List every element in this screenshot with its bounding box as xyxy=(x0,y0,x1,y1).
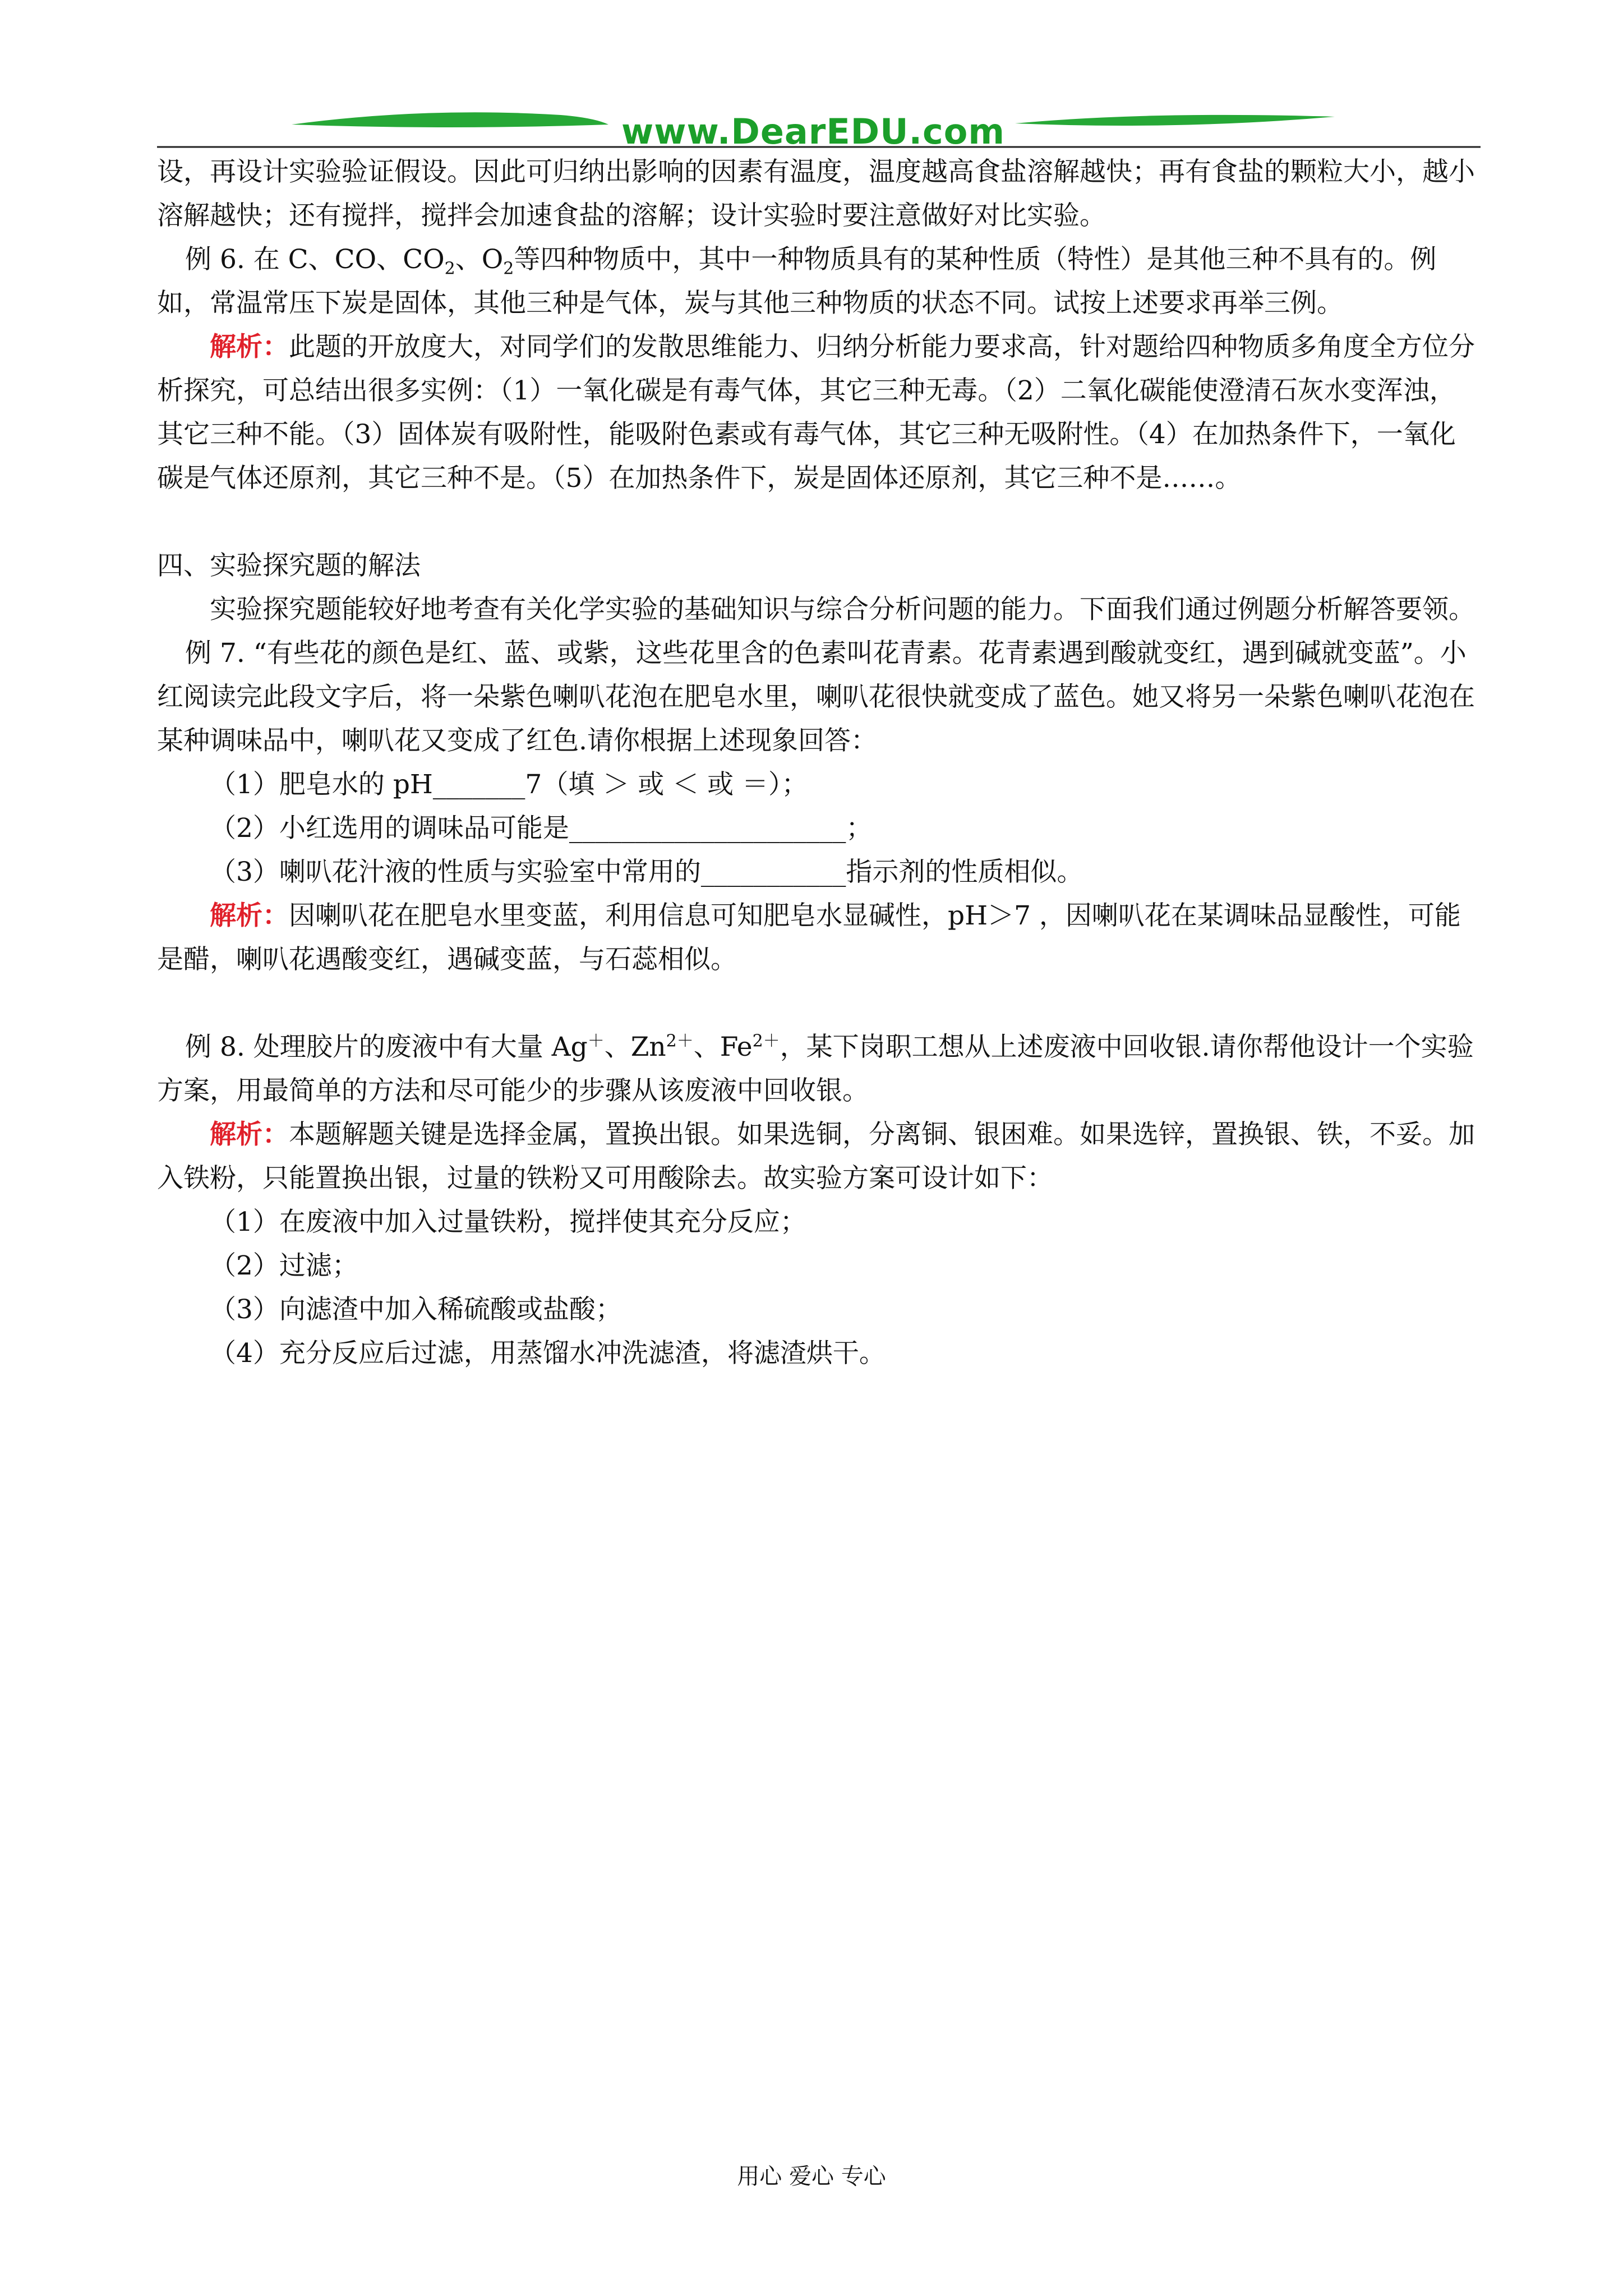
example-8-step-3: （3）向滤渣中加入稀硫酸或盐酸； xyxy=(210,1294,622,1325)
example-7-question: 例 7. “有些花的颜色是红、蓝、或紫，这些花里含的色素叫花青素。花青素遇到酸就变红，遇到碱就变蓝”。小红阅读完此段文字后，将一朵紫色喇叭花泡在肥皂水里，喇叭花很快就变成了蓝色。她又将另一朵紫色喇叭花泡在某种调味品中，喇叭花又变成了红色.请你根据上述现象回答： xyxy=(157,638,1475,756)
example-7-q2: （2）小红选用的调味品可能是_____________________； xyxy=(210,813,873,844)
analysis-label: 解析： xyxy=(210,332,289,362)
example-7-q3: （3）喇叭花汁液的性质与实验室中常用的___________指示剂的性质相似。 xyxy=(210,857,1083,887)
example-8-step-2: （2）过滤； xyxy=(210,1250,358,1281)
example-8-analysis: 解析：本题解题关键是选择金属，置换出银。如果选铜，分离铜、银困难。如果选锌，置换银、铁，不妥。加入铁粉，只能置换出银，过量的铁粉又可用酸除去。故实验方案可设计如下： xyxy=(157,1119,1475,1194)
section-heading: 四、实验探究题的解法 xyxy=(157,550,421,581)
analysis-label: 解析： xyxy=(210,1119,289,1150)
right-swoosh xyxy=(1015,115,1335,126)
example-8-step-4: （4）充分反应后过滤，用蒸馏水冲洗滤渣，将滤渣烘干。 xyxy=(210,1338,886,1369)
analysis-label: 解析： xyxy=(210,900,289,931)
example-7-analysis: 解析：因喇叭花在肥皂水里变蓝，利用信息可知肥皂水显碱性，pH＞7 ，因喇叭花在某调味品显酸性，可能是醋，喇叭花遇酸变红，遇碱变蓝，与石蕊相似。 xyxy=(157,900,1461,975)
paragraph-conclusion: 设，再设计实验验证假设。因此可归纳出影响的因素有温度，温度越高食盐溶解越快；再有食盐的颗粒大小，越小溶解越快；还有搅拌，搅拌会加速食盐的溶解；设计实验时要注意做好对比实验。 xyxy=(157,157,1475,231)
example-7-q1: （1）肥皂水的 pH_______7（填 ＞ 或 ＜ 或 ＝）； xyxy=(210,769,808,800)
section-intro: 实验探究题能较好地考查有关化学实验的基础知识与综合分析问题的能力。下面我们通过例题分析解答要领。 xyxy=(210,594,1475,625)
left-swoosh xyxy=(292,112,608,127)
example-6-analysis: 解析：此题的开放度大，对同学们的发散思维能力、归纳分析能力要求高，针对题给四种物质多角度全方位分析探究，可总结出很多实例：（1）一氧化碳是有毒气体，其它三种无毒。（2）二氧化碳能使澄清石灰水变浑浊，其它三种不能。（3）固体炭有吸附性，能吸附色素或有毒气体，其它三种无吸附性。（4）在加热条件下，一氧化碳是气体还原剂，其它三种不是。（5）在加热条件下，炭是固体还原剂，其它三种不是……。 xyxy=(157,332,1475,494)
page-footer: 用心 爱心 专心 xyxy=(737,2164,886,2189)
page-header xyxy=(0,0,1623,157)
site-logo[interactable]: www.DearEDU.com xyxy=(621,111,1005,152)
example-8-question: 例 8. 处理胶片的废液中有大量 Ag＋、$Zn^{2+}$、$Fe^{2+}$，某下岗职工想从上述废液中回收银.请你帮他设计一个实验方案，用最简单的方法和尽可能少的步骤从该废液中回收银。 xyxy=(157,1031,1474,1106)
example-8-step-1: （1）在废液中加入过量铁粉，搅拌使其充分反应； xyxy=(210,1207,806,1237)
document-body xyxy=(157,150,1481,1375)
example-6-question: 例 6. 在 C、CO、$CO_2$、$O_2$等四种物质中，其中一种物质具有的某种性质（特性）是其他三种不具有的。例如，常温常压下炭是固体，其他三种是气体，炭与其他三种物质的状态不同。试按上述要求再举三例。 xyxy=(157,244,1437,319)
